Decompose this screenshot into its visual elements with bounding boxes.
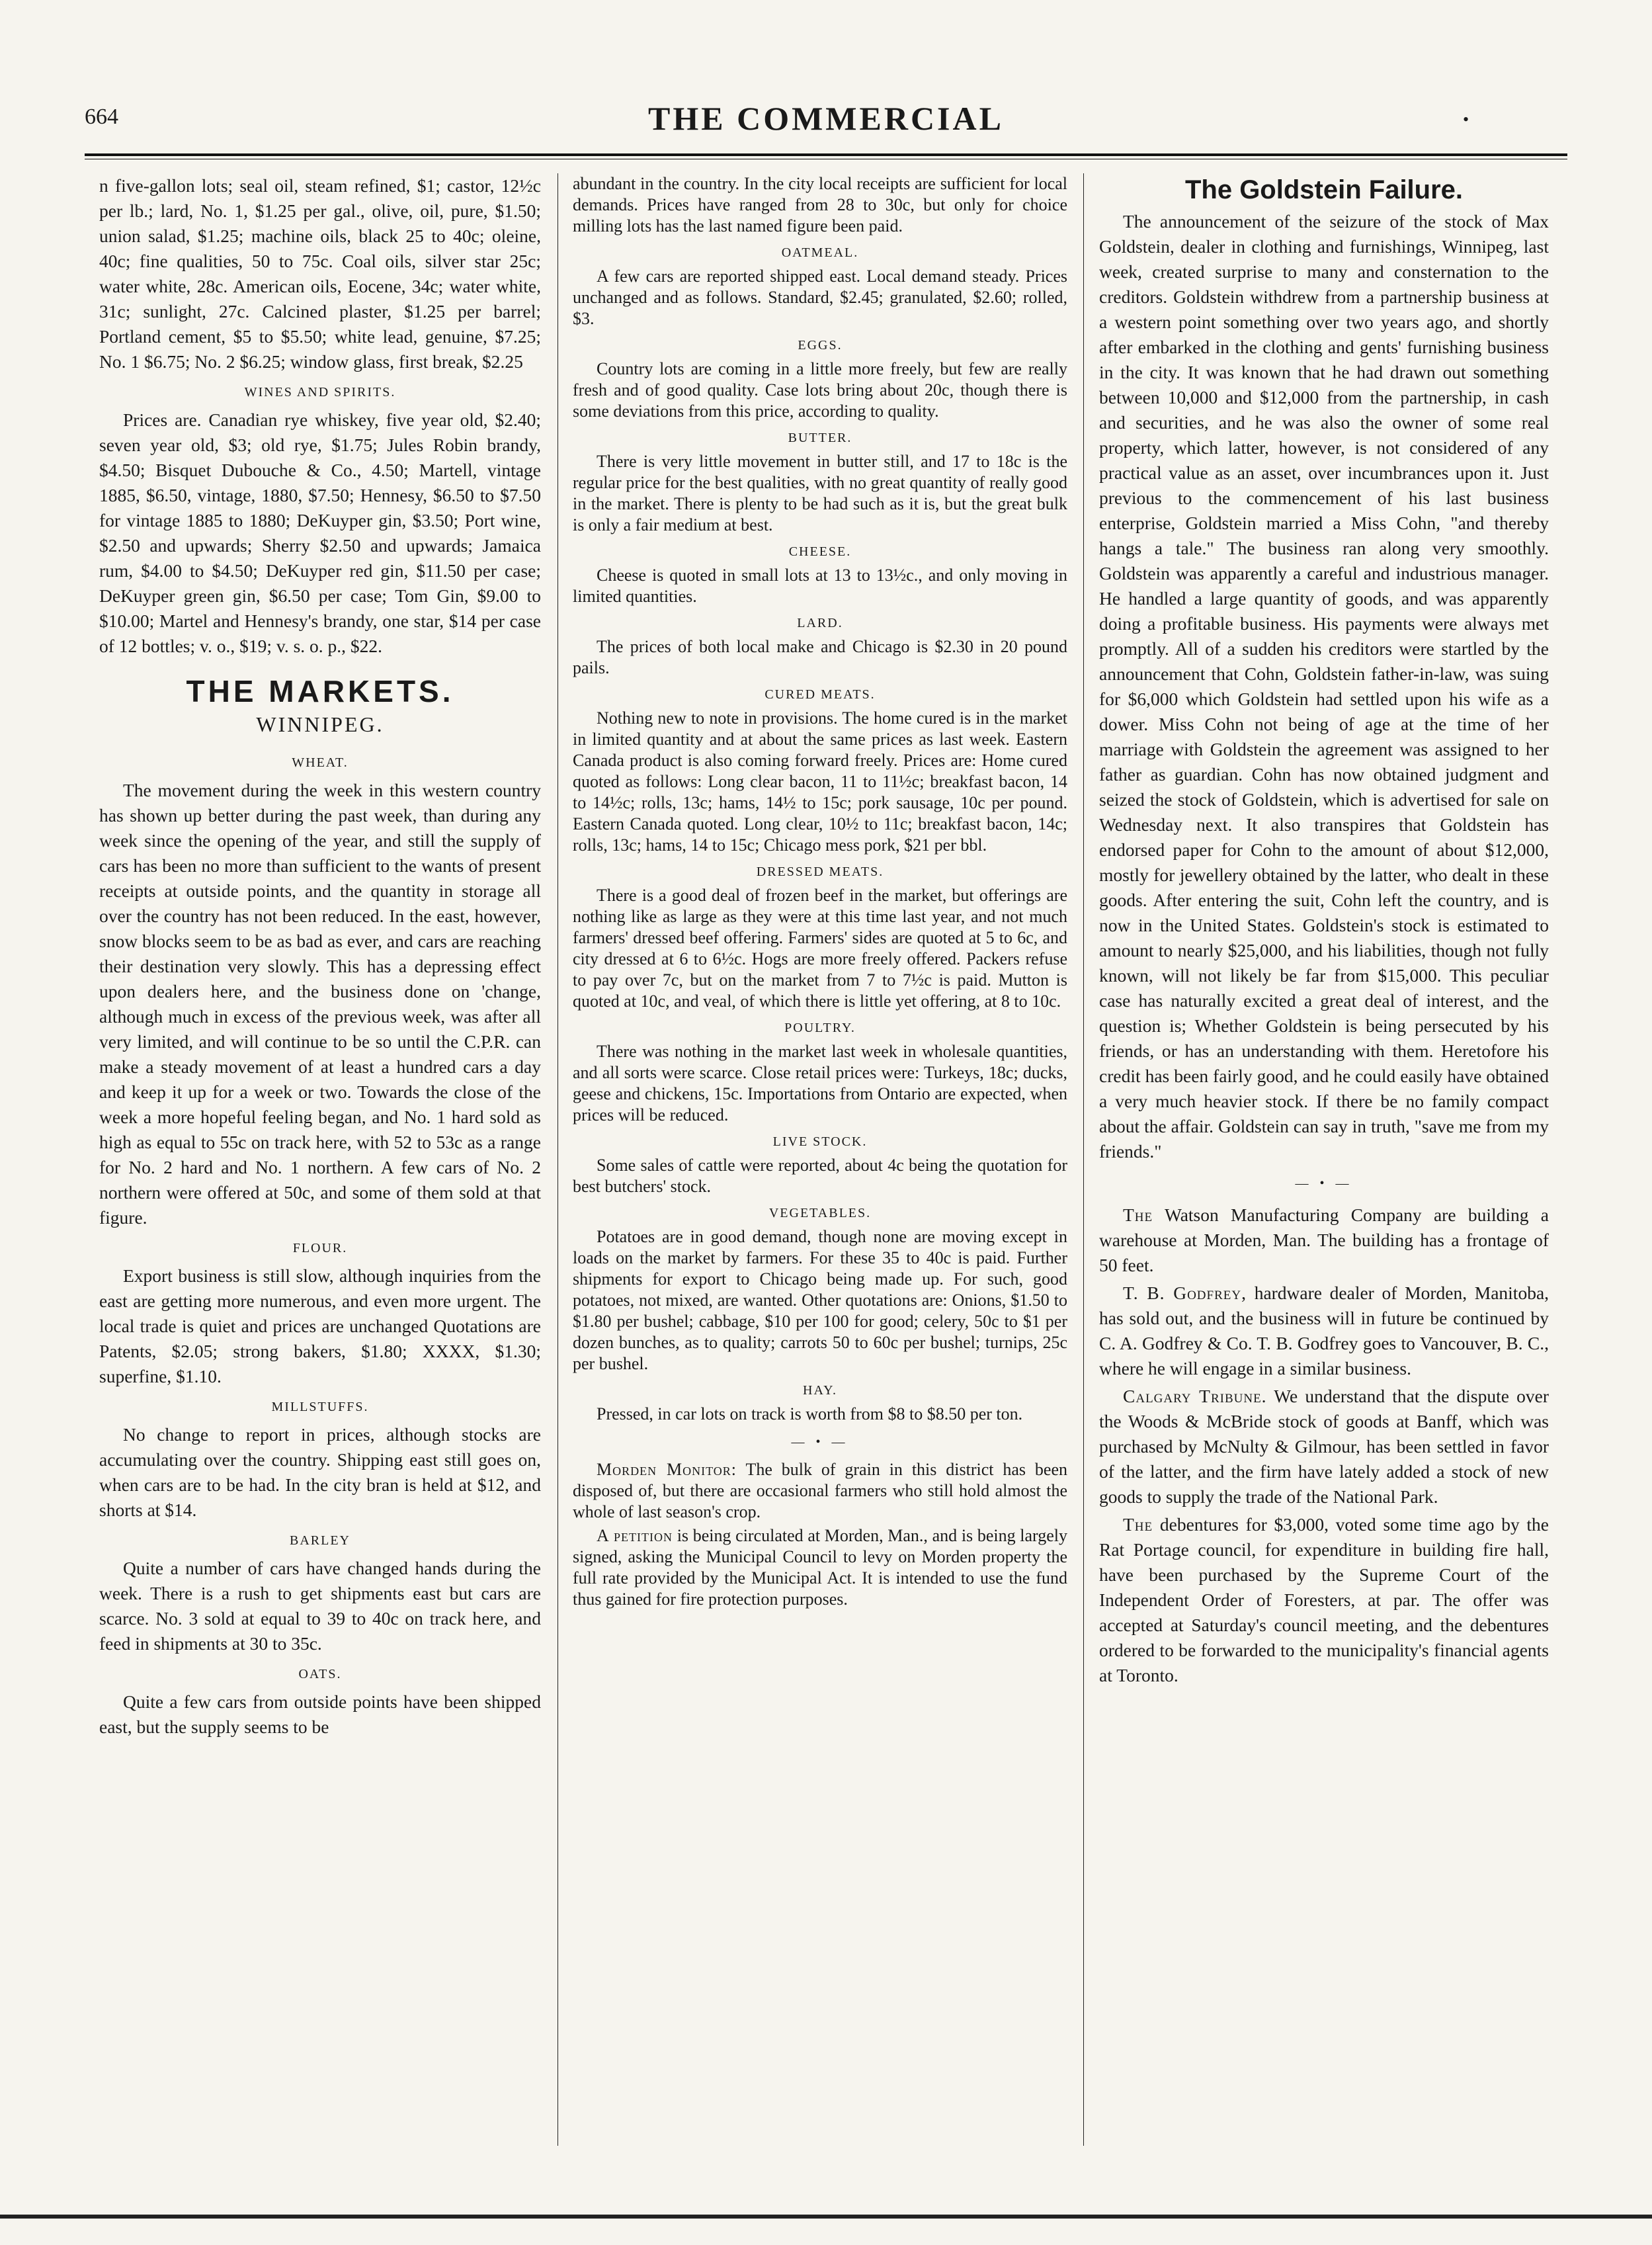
- godfrey-text: hardware dealer of Morden, Manitoba, has sold out, and the business will in future be continued by C. A. Godfrey & Co. T. B. Godfrey goes to Vancouver, B. C., where he will engage in a similar business.: [1099, 1283, 1549, 1378]
- morden-text: The bulk of grain in this district has been disposed of, but there are occasional farmers who still hold almost the whole of last season's crop.: [573, 1460, 1067, 1521]
- oatmeal-paragraph: A few cars are reported shipped east. Local demand steady. Prices unchanged and as follows. Standard, $2.45; granulated, $2.60; rolled, $3.: [573, 267, 1067, 328]
- cured-meats-heading: CURED MEATS.: [764, 687, 876, 702]
- separator: — • —: [791, 1435, 849, 1449]
- poultry-heading: POULTRY.: [784, 1021, 856, 1035]
- eggs-paragraph: Country lots are coming in a little more freely, but few are really fresh and of good quality. Case lots bring about 20c, though there is some deviations from this price, according to quality.: [573, 359, 1067, 421]
- calgary-text: We understand that the dispute over the Woods & McBride stock of goods at Banff, which was purchased by McNulty & Gilmour, has been settled in favor of the latter, and the firm have lately added a stock of new goods to supply the trade of the National Park.: [1099, 1386, 1549, 1507]
- petition-text: is being circulated at Morden, Man., and is being largely signed, asking the Municipal Council to levy on Morden property the full rate provided by the Municipal Act. It is intended to use the fund thus gained for fire protection purposes.: [573, 1526, 1067, 1609]
- millstuffs-paragraph: No change to report in prices, although stocks are accumulating over the country. Shipping east still goes on, when cars are to be had. In the city bran is held at $12, and shorts at $14.: [99, 1424, 541, 1520]
- watson-text: Watson Manufacturing Company are building a warehouse at Morden, Man. The building has a frontage of 50 feet.: [1099, 1205, 1549, 1275]
- watson-item: [1099, 1203, 1549, 1278]
- cured-meats-paragraph: Nothing new to note in provisions. The home cured is in the market in limited quantity and at about the same prices as last week. Eastern Canada product is also coming forward freely. Prices are: Home cured quoted as follows: Long clear bacon, 11 to 11½c; breakfast bacon, 14 to 14½c; rolls, 13c; hams, 14½ to 15c; pork sausage, 10c per pound. Eastern Canada quoted. Long clear, 10½ to 11c; breakfast bacon, 14c; rolls, 13c; hams, 14 to 15c; Chicago mess pork, $21 per bbl.: [573, 708, 1067, 855]
- page-number: 664: [85, 105, 118, 129]
- column-rule-2: [1083, 173, 1084, 2146]
- markets-heading: THE MARKETS.: [186, 674, 454, 708]
- cheese-paragraph: Cheese is quoted in small lots at 13 to 13½c., and only moving in limited quantities.: [573, 566, 1067, 606]
- poultry-paragraph: There was nothing in the market last week in wholesale quantities, and all sorts were scarce. Close retail prices were: Turkeys, 18c; ducks, geese and chickens, 15c. Importations from Ontario are expected, when prices will be reduced.: [573, 1042, 1067, 1124]
- debentures-text: debentures for $3,000, voted some time ago by the Rat Portage council, for expenditure in building fire hall, have been purchased by the Supreme Court of the Independent Order of Foresters, at par. The offer was accepted at Saturday's council meeting, and the debentures ordered to be forwarded to the municipality's financial agents at Toronto.: [1099, 1514, 1549, 1685]
- city-heading: WINNIPEG.: [256, 712, 384, 736]
- debentures-lead: The: [1123, 1514, 1153, 1535]
- butter-heading: BUTTER.: [788, 431, 852, 445]
- petition-lead: A petition: [597, 1526, 673, 1545]
- vegetables-paragraph: Potatoes are in good demand, though none are moving except in loads on the market by farmers. For these 35 to 40c is paid. Further shipments for export to Chicago being made up. For such, good potatoes, not mixed, are wanted. Other quotations are: Onions, $1.50 to $1.80 per bushel; cabbage, $10 per 100 for good; celery, 50c to $1 per dozen bunches, as to quality; carrots 50 to 60c per bushel; turnips, 25c per bushel.: [573, 1227, 1067, 1373]
- goldstein-heading: The Goldstein Failure.: [1184, 175, 1464, 204]
- dressed-meats-heading: DRESSED MEATS.: [756, 865, 884, 879]
- flour-heading: FLOUR.: [292, 1241, 348, 1255]
- vegetables-heading: VEGETABLES.: [768, 1206, 872, 1220]
- millstuffs-heading: MILLSTUFFS.: [271, 1400, 369, 1414]
- lard-heading: LARD.: [797, 616, 843, 630]
- eggs-heading: EGGS.: [798, 338, 843, 353]
- hay-paragraph: Pressed, in car lots on track is worth from $8 to $8.50 per ton.: [597, 1404, 1023, 1423]
- morden-item: [573, 1459, 1067, 1523]
- wheat-heading: WHEAT.: [292, 755, 349, 770]
- oats-paragraph: Quite a few cars from outside points have been shipped east, but the supply seems to be: [99, 1691, 541, 1737]
- calgary-item: [1099, 1384, 1549, 1509]
- column-2: [573, 173, 1067, 2146]
- live-stock-heading: LIVE STOCK.: [772, 1134, 868, 1149]
- masthead-mark: •: [1463, 110, 1469, 129]
- oils-paragraph: n five-gallon lots; seal oil, steam refined, $1; castor, 12½c per lb.; lard, No. 1, $1.25 per gal., olive, oil, pure, $1.50; union salad, $1.25; machine oils, black 25 to 40c; oleine, 40c; fine qualities, 50 to 75c. Coal oils, silver star 25c; water white, 28c. American oils, Eocene, 34c; water white, 31c; sunlight, 27c. Calcined plaster, $1.25 per barrel; Portland cement, $5 to $5.50; white lead, genuine, $7.25; No. 1 $6.75; No. 2 $6.25; window glass, first break, $2.25: [99, 175, 541, 372]
- oats-continued-paragraph: abundant in the country. In the city local receipts are sufficient for local demands. Prices have ranged from 28 to 30c, but only for choice milling lots has the last named figure been paid.: [573, 174, 1067, 235]
- cheese-heading: CHEESE.: [788, 544, 852, 559]
- watson-lead: The: [1123, 1205, 1153, 1225]
- masthead-title: THE COMMERCIAL: [648, 100, 1004, 137]
- debentures-item: [1099, 1512, 1549, 1688]
- lard-paragraph: The prices of both local make and Chicago is $2.30 in 20 pound pails.: [573, 637, 1067, 677]
- bottom-rule: [0, 2215, 1652, 2219]
- godfrey-item: [1099, 1281, 1549, 1381]
- oats-heading: OATS.: [298, 1667, 342, 1681]
- barley-paragraph: Quite a number of cars have changed hands during the week. There is a rush to get shipments east but cars are scarce. No. 3 sold at equal to 39 to 40c on track here, and feed in shipments at 30 to 35c.: [99, 1558, 541, 1654]
- calgary-lead: Calgary Tribune.: [1123, 1386, 1267, 1406]
- wines-paragraph: Prices are. Canadian rye whiskey, five year old, $2.40; seven year old, $3; old rye, $1.75; Jules Robin brandy, $4.50; Bisquet Dubouche & Co., 4.50; Martell, vintage 1885, $6.50, vintage, 1880, $7.50; Hennesy, $6.50 to $7.50 for vintage 1885 to 1880; DeKuyper gin, $3.50; Port wine, $2.50 and upwards; Sherry $2.50 and upwards; Jamaica rum, $4.00 to $4.50; DeKuyper red gin, $11.50 per case; DeKuyper green gin, $6.50 per case; Tom Gin, $9.00 to $10.00; Martel and Hennesy's brandy, one star, $14 per case of 12 bottles; v. o., $19; v. s. o. p., $22.: [99, 409, 541, 656]
- barley-heading: BARLEY: [290, 1533, 351, 1548]
- wines-heading: WINES AND SPIRITS.: [244, 385, 396, 400]
- flour-paragraph: Export business is still slow, although inquiries from the east are getting more numerous, and even more urgent. The local trade is quiet and prices are unchanged Quotations are Patents, $2.05; strong bakers, $1.80; XXXX, $1.30; superfine, $1.10.: [99, 1265, 541, 1386]
- morden-lead: Morden Monitor:: [597, 1460, 737, 1479]
- column-1: [99, 173, 541, 2146]
- hay-heading: HAY.: [803, 1383, 837, 1398]
- godfrey-lead: T. B. Godfrey,: [1123, 1283, 1247, 1303]
- wheat-paragraph: The movement during the week in this western country has shown up better during the past week, than during any week since the opening of the year, and still the supply of cars has been no more than sufficient to the wants of present receipts at outside points, and the quantity in storage all over the country has not been reduced. In the east, however, snow blocks seem to be as bad as ever, and cars are reaching their destination very slowly. This has a depressing effect upon dealers here, and the business done on 'change, although much in excess of the previous week, was after all very limited, and will continue to be so until the C.P.R. can make a steady movement of at least a hundred cars a day and keep it up for a week or two. Towards the close of the week a more hopeful feeling began, and No. 1 hard sold as high as equal to 55c on track here, with 52 to 53c as a range for No. 2 hard and No. 1 northern. A few cars of No. 2 northern were offered at 50c, and some of them sold at that figure.: [99, 780, 541, 1228]
- butter-paragraph: There is very little movement in butter still, and 17 to 18c is the regular price for the best qualities, with no great quantity of really good in the market. There is plenty to be had such as it is, but the great bulk is only a fair medium at best.: [573, 452, 1067, 534]
- masthead-rule: [85, 153, 1567, 156]
- live-stock-paragraph: Some sales of cattle were reported, about 4c being the quotation for best butchers' stock.: [573, 1156, 1067, 1196]
- goldstein-paragraph: The announcement of the seizure of the stock of Max Goldstein, dealer in clothing and furnishings, Winnipeg, last week, created surprise to many and consternation to the creditors. Goldstein withdrew from a partnership business at a western point something over two years ago, and shortly after embarked in the clothing and gents' furnishing business in the city. It was known that he had drawn out something between 10,000 and $12,000 from the partnership, in cash and securities, and he was also the owner of some real property, which latter, however, is not considered of any practical value as an asset, over incumbrances upon it. Just previous to the commencement of his last business enterprise, Goldstein married a Miss Cohn, "and thereby hangs a tale." The business ran along very smoothly. Goldstein was apparently a careful and industrious manager. He handled a large quantity of goods, and was apparently doing a profitable business. His payments were always met promptly. All of a sudden his creditors were startled by the announcement that Cohn, Goldstein father-in-law, was suing for $6,000 which Goldstein had settled upon his wife as a dower. Miss Cohn not being of age at the time of her marriage with Goldstein the agreement was assigned to her father as guardian. Cohn has now obtained judgment and seized the stock of Goldstein, which is advertised for sale on Wednesday next. It also transpires that Goldstein has endorsed paper for Cohn to the amount of about $12,000, mostly for jewellery obtained by the latter, who dealt in these goods. After entering the suit, Cohn left the country, and is now in the United States. Goldstein's stock is estimated to amount to nearly $25,000, and his liabilities, though not fully known, will not likely be far from $15,000. This peculiar case has naturally excited a great deal of interest, and the question is; Whether Goldstein is being persecuted by his friends, or has an understanding with them. Heretofore his credit has been fairly good, and he could easily have obtained a very much heavier stock. If there be no family compact about the affair. Goldstein can say in truth, "save me from my friends.": [1099, 211, 1549, 1162]
- column-3: [1099, 173, 1549, 2146]
- oatmeal-heading: OATMEAL.: [781, 245, 859, 260]
- dressed-meats-paragraph: There is a good deal of frozen beef in the market, but offerings are nothing like as large as they were at this time last year, and not much farmers' dressed beef offering. Farmers' sides are quoted at 5 to 6c, and city dressed at 6 to 6½c. Hogs are more freely offered. Packers refuse to pay over 7c, but on the market from 7 to 7½c is paid. Mutton is quoted at 10c, and veal, of which there is little yet offering, at 8 to 10c.: [573, 886, 1067, 1011]
- separator: — • —: [1295, 1176, 1353, 1191]
- petition-item: [573, 1525, 1067, 1610]
